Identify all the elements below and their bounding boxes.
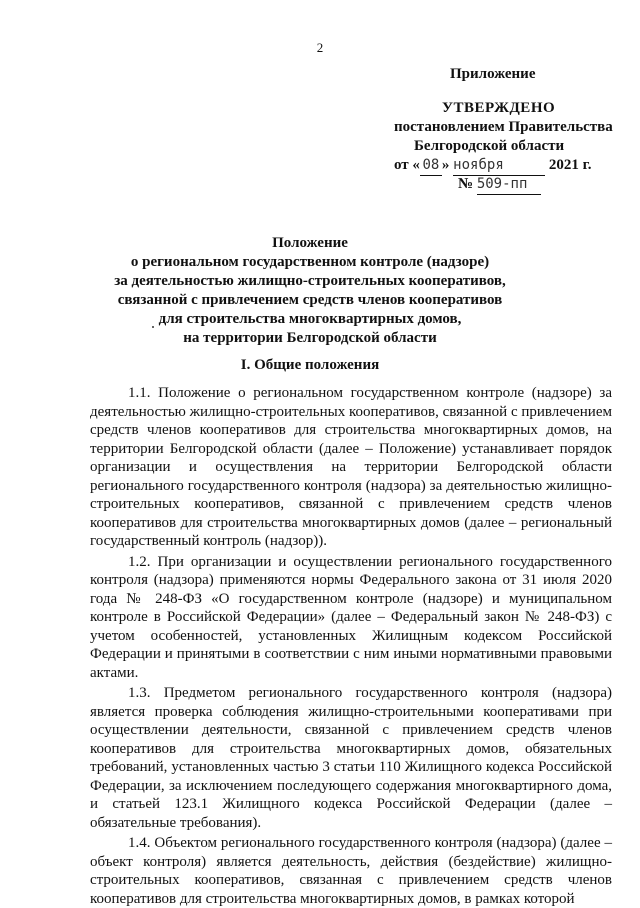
date-day: 08	[420, 155, 442, 176]
title-line-3: за деятельностью жилищно-строительных кооперативов,	[114, 273, 506, 289]
title-line-4: связанной с привлечением средств членов кооперативов	[117, 292, 503, 308]
appendix-label: Приложение	[450, 66, 536, 82]
date-month: ноября	[453, 155, 545, 176]
approval-line-2: Белгородской области	[414, 138, 565, 154]
section-heading: I. Общие положения	[240, 357, 380, 373]
date-year: 2021 г.	[548, 157, 592, 173]
title-line-5: для строительства многоквартирных домов,	[158, 311, 462, 327]
title-line-6: на территории Белгородской области	[183, 330, 437, 346]
paragraph-1-3: 1.3. Предметом регионального государственного контроля (надзора) является проверка соблюдения жилищно-строительными кооперативами при осуществлении деятельности, связанной с привлечением средств членов кооперативов для строительства многоквартирных домов, обязательных требований, установленных частью 3 статьи 110 Жилищного кодекса Российской Федерации, за исключением последующего содержания многоквартирного дома, и статьей 123.1 Жилищного кодекса Российской Федерации (далее – обязательные требования).	[90, 685, 612, 831]
paragraph-1-4: 1.4. Объектом регионального государственного контроля (надзора) (далее – объект контроля) является деятельность, действия (бездействие) жилищно-строительных кооперативов, связанная с привлечением средств членов кооперативов для строительства многоквартирных домов, в рамках которой	[90, 835, 612, 907]
approved-stamp-text: УТВЕРЖДЕНО	[442, 100, 556, 116]
date-mid: »	[441, 157, 450, 173]
approval-number	[458, 174, 541, 195]
title-line-2: о региональном государственном контроле (надзоре)	[130, 254, 490, 270]
title-line-1: Положение	[272, 235, 348, 251]
paragraph-1-2: 1.2. При организации и осуществлении регионального государственного контроля (надзора) применяются нормы Федерального закона от 31 июля 2020 года № 248-ФЗ «О государственном контроле (надзоре) и муниципальном контроле в Российской Федерации» (далее – Федеральный закон № 248-ФЗ) с учетом особенностей, установленных Жилищным кодексом Российской Федерации и принятыми в соответствии с ним иными нормативными правовыми актами.	[90, 553, 612, 681]
number-value: 509-пп	[477, 174, 541, 195]
date-prefix: от «	[394, 157, 420, 173]
approval-line-1: постановлением Правительства	[394, 119, 613, 135]
document-body	[90, 384, 612, 908]
paragraph-1-1: 1.1. Положение о региональном государственном контроле (надзоре) за деятельностью жилищно-строительных кооперативов, связанной с привлечением средств членов кооперативов для строительства многоквартирных домов, на территории Белгородской области (далее – Положение) устанавливает порядок организации и осуществления на территории Белгородской области регионального государственного контроля (надзора) за деятельностью жилищно-строительных кооперативов, связанной с привлечением средств членов кооперативов для строительства многоквартирных домов (далее – региональный государственный контроль (надзор)).	[90, 385, 612, 549]
document-title	[90, 234, 530, 348]
number-prefix: №	[458, 176, 474, 192]
approval-date	[394, 155, 592, 176]
page-number: 2	[316, 40, 324, 55]
scan-dot	[152, 326, 154, 328]
